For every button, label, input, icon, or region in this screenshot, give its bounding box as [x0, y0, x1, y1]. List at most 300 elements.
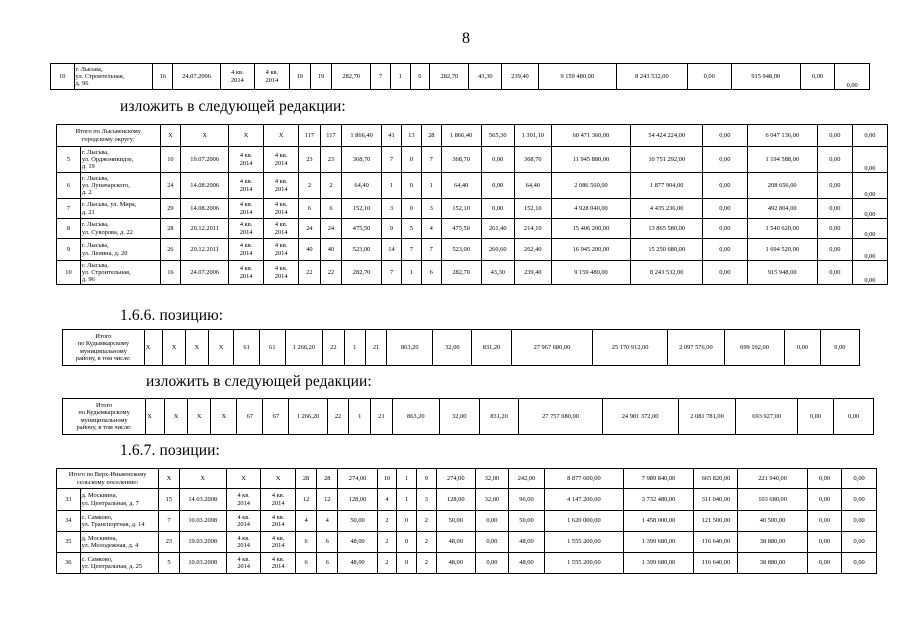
table-cell: 14: [382, 239, 402, 261]
table-cell: X: [208, 330, 234, 366]
table-cell: 282,70: [430, 64, 469, 90]
table-cell: 7: [159, 511, 179, 532]
table-cell: 699 192,00: [724, 330, 784, 366]
table-cell: 475,50: [342, 219, 382, 239]
table-cell: д. Москвина, ул. Молодежная, д. 4: [80, 532, 159, 553]
table-cell: 4 кв. 2014: [264, 219, 299, 239]
table-cell: 0,00: [703, 261, 748, 285]
table-cell: 0,00: [835, 64, 870, 90]
table-cell: 274,00: [436, 469, 475, 489]
table-cell: 10.03.2008: [179, 511, 226, 532]
table-cell: 13 865 580,00: [631, 219, 703, 239]
table-cell: 61: [259, 330, 285, 366]
table-cell: 28: [160, 219, 181, 239]
table-cell: 27 967 680,00: [511, 330, 593, 366]
table-cell: 4 147 200,00: [545, 489, 624, 511]
table-cell: 1 194 588,00: [747, 147, 817, 173]
table-cell: 915 948,00: [747, 261, 817, 285]
table-cell: 0,00: [481, 173, 514, 199]
table-cell: 40: [320, 239, 342, 261]
table-cell: 64,40: [515, 173, 552, 199]
table-cell: 152,10: [342, 199, 382, 219]
table-cell: X: [159, 469, 179, 489]
table-cell: 2: [377, 553, 397, 574]
table-cell: 7: [57, 199, 81, 219]
table-cell: 43,30: [469, 64, 502, 90]
table-cell: 50,00: [436, 511, 475, 532]
table-cell: 7 989 840,00: [623, 469, 694, 489]
table-cell: 12: [295, 489, 316, 511]
table-cell: 1 266,20: [289, 399, 327, 435]
table-cell: 0,00: [852, 239, 887, 261]
table-cell: 8 243 532,00: [617, 64, 688, 90]
table-cell: 128,00: [436, 489, 475, 511]
table-cell: 7: [421, 147, 441, 173]
heading-new-edition-2: изложить в следующей редакции:: [146, 373, 372, 390]
table-cell: X: [181, 125, 229, 147]
table-cell: 24.07.2006: [181, 261, 229, 285]
table-cell: 0,00: [842, 553, 877, 574]
table-cell: 0: [401, 173, 421, 199]
table-cell: 0,00: [703, 199, 748, 219]
table-cell: 0,00: [703, 219, 748, 239]
table-cell: с. Самково, ул. Транспортная, д. 14: [80, 511, 159, 532]
table-row: [57, 239, 888, 261]
table-cell: 128,00: [338, 489, 377, 511]
table-cell: 6: [317, 532, 338, 553]
table-cell: 4 кв. 2014: [226, 532, 261, 553]
table-cell: 311 040,00: [694, 489, 738, 511]
table-cell: X: [211, 399, 237, 435]
table-cell: 1 266,20: [285, 330, 323, 366]
table-row: [51, 64, 870, 90]
table-cell: 0,00: [703, 125, 748, 147]
table-cell: 103 680,00: [738, 489, 807, 511]
table-cell: X: [264, 125, 299, 147]
table-cell: 368,70: [342, 147, 382, 173]
table-cell: 14.08.2006: [181, 199, 229, 219]
table-cell: 4 кв. 2014: [229, 239, 264, 261]
table-cell: 29: [160, 199, 181, 219]
table-cell: 10: [160, 147, 181, 173]
table-cell: 1 458 000,00: [623, 511, 694, 532]
table-cell: 0,00: [807, 511, 842, 532]
table-cell: 492 804,00: [747, 199, 817, 219]
table-row: [57, 199, 888, 219]
table-cell: 50,00: [338, 511, 377, 532]
table-cell: 9: [382, 219, 402, 239]
table-cell: 5: [159, 553, 179, 574]
table-cell: 67: [237, 399, 263, 435]
table-cell: 239,40: [515, 261, 552, 285]
table-cell: 261,40: [481, 219, 514, 239]
table-cell: 21: [371, 399, 393, 435]
table-cell: 1: [390, 64, 410, 90]
table-row: [63, 330, 860, 366]
table-row: [57, 173, 888, 199]
table-cell: 0,00: [852, 173, 887, 199]
table-cell: 1 877 904,00: [631, 173, 703, 199]
table-cell: 48,00: [508, 553, 544, 574]
table-cell: 10: [57, 261, 81, 285]
table-cell: 4 кв. 2014: [264, 261, 299, 285]
table-cell: 152,10: [515, 199, 552, 219]
table-cell: 0,00: [807, 489, 842, 511]
table-cell: 0: [401, 147, 421, 173]
table-cell: 15 250 680,00: [631, 239, 703, 261]
table-cell: 23: [320, 147, 342, 173]
table-cell: 15 406 200,00: [551, 219, 631, 239]
table-cell: 4 кв. 2014: [220, 64, 255, 90]
table-cell: 3: [382, 199, 402, 219]
table-cell: 8 243 532,00: [631, 261, 703, 285]
table-cell: 214,10: [515, 219, 552, 239]
table-cell: X: [165, 399, 188, 435]
table-cell: 61: [234, 330, 260, 366]
table-cell: 0,00: [807, 469, 842, 489]
table-cell: 0,00: [817, 199, 852, 219]
table-cell: 863,20: [387, 330, 433, 366]
table-cell: 665 820,00: [694, 469, 738, 489]
table-row: [57, 147, 888, 173]
table-cell: 20.12.2011: [181, 239, 229, 261]
table-cell: 693 927,00: [736, 399, 797, 435]
table-cell: 2: [416, 532, 436, 553]
table-cell: X: [163, 330, 186, 366]
table-cell: 14.08.2006: [181, 173, 229, 199]
table-cell: 27 757 080,00: [519, 399, 602, 435]
table-cell: 831,20: [479, 399, 519, 435]
table-cell: 4 кв. 2014: [264, 147, 299, 173]
table-cell: X: [226, 469, 261, 489]
table-cell: 40 500,00: [738, 511, 807, 532]
table-cell: 6: [57, 173, 81, 199]
table-cell: 9: [416, 469, 436, 489]
table-cell: 25 170 912,00: [593, 330, 668, 366]
table-cell: 7: [371, 64, 391, 90]
table-cell: 1: [401, 261, 421, 285]
table-cell: 4 кв. 2014: [261, 532, 296, 553]
table-cell: 0,00: [481, 147, 514, 173]
table-cell: 4: [421, 219, 441, 239]
table-cell: 4 кв. 2014: [226, 489, 261, 511]
table-cell: 36: [57, 553, 81, 574]
table-cell: 0,00: [687, 64, 731, 90]
table-cell: 7: [421, 239, 441, 261]
table-cell: 4: [317, 511, 338, 532]
table-cell: 1: [344, 330, 365, 366]
table-cell: 915 948,00: [731, 64, 800, 90]
table-cell: 13: [401, 125, 421, 147]
table-cell: 2: [377, 532, 397, 553]
table-cell: 0: [397, 532, 417, 553]
table-cell: 10.03.2008: [179, 553, 226, 574]
table-cell: 282,70: [342, 261, 382, 285]
table-cell: 2: [377, 511, 397, 532]
table-cell: 0,00: [817, 147, 852, 173]
table-cell: 19: [310, 64, 331, 90]
table-cell: 16: [160, 261, 181, 285]
table-cell: 4 кв. 2014: [229, 261, 264, 285]
table-cell: 1 866,40: [441, 125, 481, 147]
table-cell: Итого по Кудымкарскому муниципальному району, в том числе:: [63, 399, 146, 435]
table-cell: г. Лысьва, ул. Орджоникидзе, д. 19: [80, 147, 160, 173]
table-cell: 2 086 560,00: [551, 173, 631, 199]
table-lysva: [56, 124, 888, 285]
table-cell: 6: [299, 199, 321, 219]
table-cell: 523,00: [342, 239, 382, 261]
table-cell: 523,00: [441, 239, 481, 261]
table-cell: 121 500,00: [694, 511, 738, 532]
table-cell: 28: [295, 469, 316, 489]
table-cell: 6: [410, 64, 430, 90]
table-row: [57, 511, 877, 532]
table-cell: 1 866,40: [342, 125, 382, 147]
table-cell: г. Лысьва, ул. Мира, д. 21: [80, 199, 160, 219]
table-cell: 2 081 781,00: [678, 399, 736, 435]
table-cell: 4 928 040,00: [551, 199, 631, 219]
table-cell: 1: [397, 469, 417, 489]
table-cell: 0,00: [817, 239, 852, 261]
table-cell: X: [261, 469, 296, 489]
table-kudym-old: [62, 329, 860, 366]
table-cell: 0,00: [807, 532, 842, 553]
table-cell: 0,00: [842, 532, 877, 553]
table-cell: 3: [416, 489, 436, 511]
table-cell: 64,40: [342, 173, 382, 199]
table-cell: 0,00: [785, 330, 821, 366]
table-cell: 43,30: [481, 261, 514, 285]
table-cell: 0,00: [797, 399, 833, 435]
table-cell: 1 399 680,00: [623, 553, 694, 574]
table-cell: 0,00: [842, 511, 877, 532]
table-cell: 33: [57, 489, 81, 511]
table-cell: 4 кв. 2014: [261, 511, 296, 532]
table-cell: 7: [401, 239, 421, 261]
table-cell: 117: [320, 125, 342, 147]
table-cell: 0,00: [703, 239, 748, 261]
table-cell: Итого по Кудымкарскому муниципальному району, в том числе:: [63, 330, 145, 366]
table-cell: 4: [377, 489, 397, 511]
table-cell: 48,00: [338, 553, 377, 574]
table-cell: 8 877 600,00: [545, 469, 624, 489]
table-cell: 0,00: [703, 147, 748, 173]
table-cell: 0,00: [475, 532, 508, 553]
table-cell: 50,00: [508, 511, 544, 532]
table-cell: 1: [349, 399, 371, 435]
table-cell: 6: [421, 261, 441, 285]
table-cell: 10 751 292,00: [631, 147, 703, 173]
table-cell: 11 945 880,00: [551, 147, 631, 173]
table-cell: 0: [397, 553, 417, 574]
table-cell: 1 399 680,00: [623, 532, 694, 553]
table-cell: 22: [327, 399, 349, 435]
table-cell: X: [146, 399, 165, 435]
table-cell: 239,40: [502, 64, 538, 90]
table-cell: 34: [57, 511, 81, 532]
table-cell: 0,00: [475, 553, 508, 574]
table-cell: 1: [397, 489, 417, 511]
table-cell: 19: [289, 64, 310, 90]
table-cell: 0,00: [817, 219, 852, 239]
table-cell: 5: [401, 219, 421, 239]
table-cell: 6: [295, 532, 316, 553]
table-cell: 831,20: [472, 330, 511, 366]
table-cell: 10: [51, 64, 75, 90]
page-number: 8: [462, 30, 470, 47]
table-row: [57, 532, 877, 553]
table-cell: X: [185, 330, 208, 366]
table-cell: 2 097 576,00: [667, 330, 724, 366]
table-cell: 4 кв. 2014: [229, 147, 264, 173]
table-cell: 4 кв. 2014: [264, 239, 299, 261]
table-cell: Итого по Лысьвенскому городскому округу:: [57, 125, 161, 147]
table-cell: 3 732 480,00: [623, 489, 694, 511]
table-cell: 5: [57, 147, 81, 173]
table-cell: 0: [401, 199, 421, 219]
table-cell: 23: [299, 147, 321, 173]
table-cell: г. Лысьва, ул. Строительная, д. 96: [80, 261, 160, 285]
table-cell: 35: [57, 532, 81, 553]
table-cell: 4: [295, 511, 316, 532]
table-cell: 0,00: [481, 199, 514, 219]
table-cell: X: [229, 125, 264, 147]
table-cell: 41: [382, 125, 402, 147]
table-cell: 1 555 200,00: [545, 532, 624, 553]
table-cell: 0,00: [817, 261, 852, 285]
table-cell: 2: [416, 511, 436, 532]
table-cell: 368,70: [515, 147, 552, 173]
table-row: [57, 219, 888, 239]
table-cell: 0,00: [820, 330, 859, 366]
table-cell: 7: [382, 261, 402, 285]
table-cell: 0,00: [852, 219, 887, 239]
table-cell: 4 кв. 2014: [261, 489, 296, 511]
table-cell: X: [188, 399, 211, 435]
table-cell: 6 047 136,00: [747, 125, 817, 147]
table-cell: 48,00: [436, 532, 475, 553]
table-cell: X: [160, 125, 181, 147]
table-top: [50, 63, 870, 90]
table-cell: 152,10: [441, 199, 481, 219]
table-cell: 2: [299, 173, 321, 199]
table-cell: 12: [317, 489, 338, 511]
table-cell: 38 880,00: [738, 532, 807, 553]
table-cell: 208 656,00: [747, 173, 817, 199]
table-cell: 6: [295, 553, 316, 574]
table-cell: 0,00: [842, 489, 877, 511]
table-cell: 48,00: [508, 532, 544, 553]
table-cell: 16: [153, 64, 173, 90]
table-cell: 0,00: [842, 469, 877, 489]
table-cell: 9 159 480,00: [538, 64, 617, 90]
table-cell: 0,00: [703, 173, 748, 199]
table-cell: 16 945 200,00: [551, 239, 631, 261]
table-cell: 0,00: [852, 147, 887, 173]
table-cell: 22: [299, 261, 321, 285]
table-cell: 60 471 360,00: [551, 125, 631, 147]
table-cell: 9 159 480,00: [551, 261, 631, 285]
table-cell: 38 880,00: [738, 553, 807, 574]
table-cell: 1 555 200,00: [545, 553, 624, 574]
table-cell: 260,60: [481, 239, 514, 261]
heading-position-1-6-6: 1.6.6. позицию:: [120, 307, 224, 324]
table-cell: 4 кв. 2014: [229, 199, 264, 219]
table-row: [57, 553, 877, 574]
table-cell: 0,00: [817, 125, 852, 147]
table-cell: 24: [320, 219, 342, 239]
table-cell: 9: [57, 239, 81, 261]
table-total-row: [57, 125, 888, 147]
table-cell: 7: [382, 147, 402, 173]
table-row: [57, 261, 888, 285]
table-cell: 1: [382, 173, 402, 199]
heading-positions-1-6-7: 1.6.7. позиции:: [120, 442, 220, 459]
table-row: [57, 489, 877, 511]
table-cell: 0,00: [852, 199, 887, 219]
table-cell: 64,40: [441, 173, 481, 199]
table-cell: 274,00: [338, 469, 377, 489]
table-cell: 4 кв. 2014: [264, 173, 299, 199]
table-cell: г. Лысьва, ул. Строительная, д. 96: [74, 64, 153, 90]
table-cell: 4 кв. 2014: [264, 199, 299, 219]
table-cell: 0,00: [852, 261, 887, 285]
table-row: [63, 399, 874, 435]
table-cell: г. Лысьва, ул. Ленина, д. 20: [80, 239, 160, 261]
table-cell: 863,20: [392, 399, 439, 435]
table-cell: 2: [416, 553, 436, 574]
table-cell: 23: [159, 532, 179, 553]
table-cell: 3: [421, 199, 441, 219]
table-cell: 21: [365, 330, 386, 366]
table-cell: 4 кв. 2014: [226, 553, 261, 574]
table-cell: 28: [317, 469, 338, 489]
table-cell: 475,50: [441, 219, 481, 239]
table-cell: 0,00: [475, 511, 508, 532]
table-cell: 32,00: [475, 489, 508, 511]
table-cell: 32,00: [439, 399, 479, 435]
table-cell: 24 981 372,00: [602, 399, 678, 435]
table-kudym-new: [62, 398, 874, 435]
table-cell: 0: [397, 511, 417, 532]
table-verkh: [56, 468, 877, 574]
table-cell: 0,00: [834, 399, 874, 435]
table-cell: г. Лысьва, ул. Суворова, д. 22: [80, 219, 160, 239]
heading-new-edition-1: изложить в следующей редакции:: [120, 98, 346, 115]
table-cell: 1 301,10: [515, 125, 552, 147]
table-cell: Итого по Верх-Иньвенскому сельскому поселению:: [57, 469, 159, 489]
table-cell: 19.03.2008: [179, 532, 226, 553]
table-cell: 22: [320, 261, 342, 285]
table-cell: 4 кв. 2014: [226, 511, 261, 532]
table-cell: 14.03.2008: [179, 489, 226, 511]
table-cell: 48,00: [436, 553, 475, 574]
table-cell: 32,00: [433, 330, 472, 366]
table-cell: 565,30: [481, 125, 514, 147]
table-cell: 242,00: [508, 469, 544, 489]
table-cell: 67: [263, 399, 289, 435]
table-cell: 48,00: [338, 532, 377, 553]
table-cell: д. Москвина, ул. Центральная, д. 7: [80, 489, 159, 511]
table-cell: 116 640,00: [694, 553, 738, 574]
table-cell: X: [144, 330, 162, 366]
table-cell: 4 кв. 2014: [255, 64, 290, 90]
table-cell: 1 540 620,00: [747, 219, 817, 239]
table-cell: 24.07.2006: [173, 64, 220, 90]
table-cell: 32,00: [475, 469, 508, 489]
table-cell: 282,70: [441, 261, 481, 285]
table-cell: 10: [377, 469, 397, 489]
